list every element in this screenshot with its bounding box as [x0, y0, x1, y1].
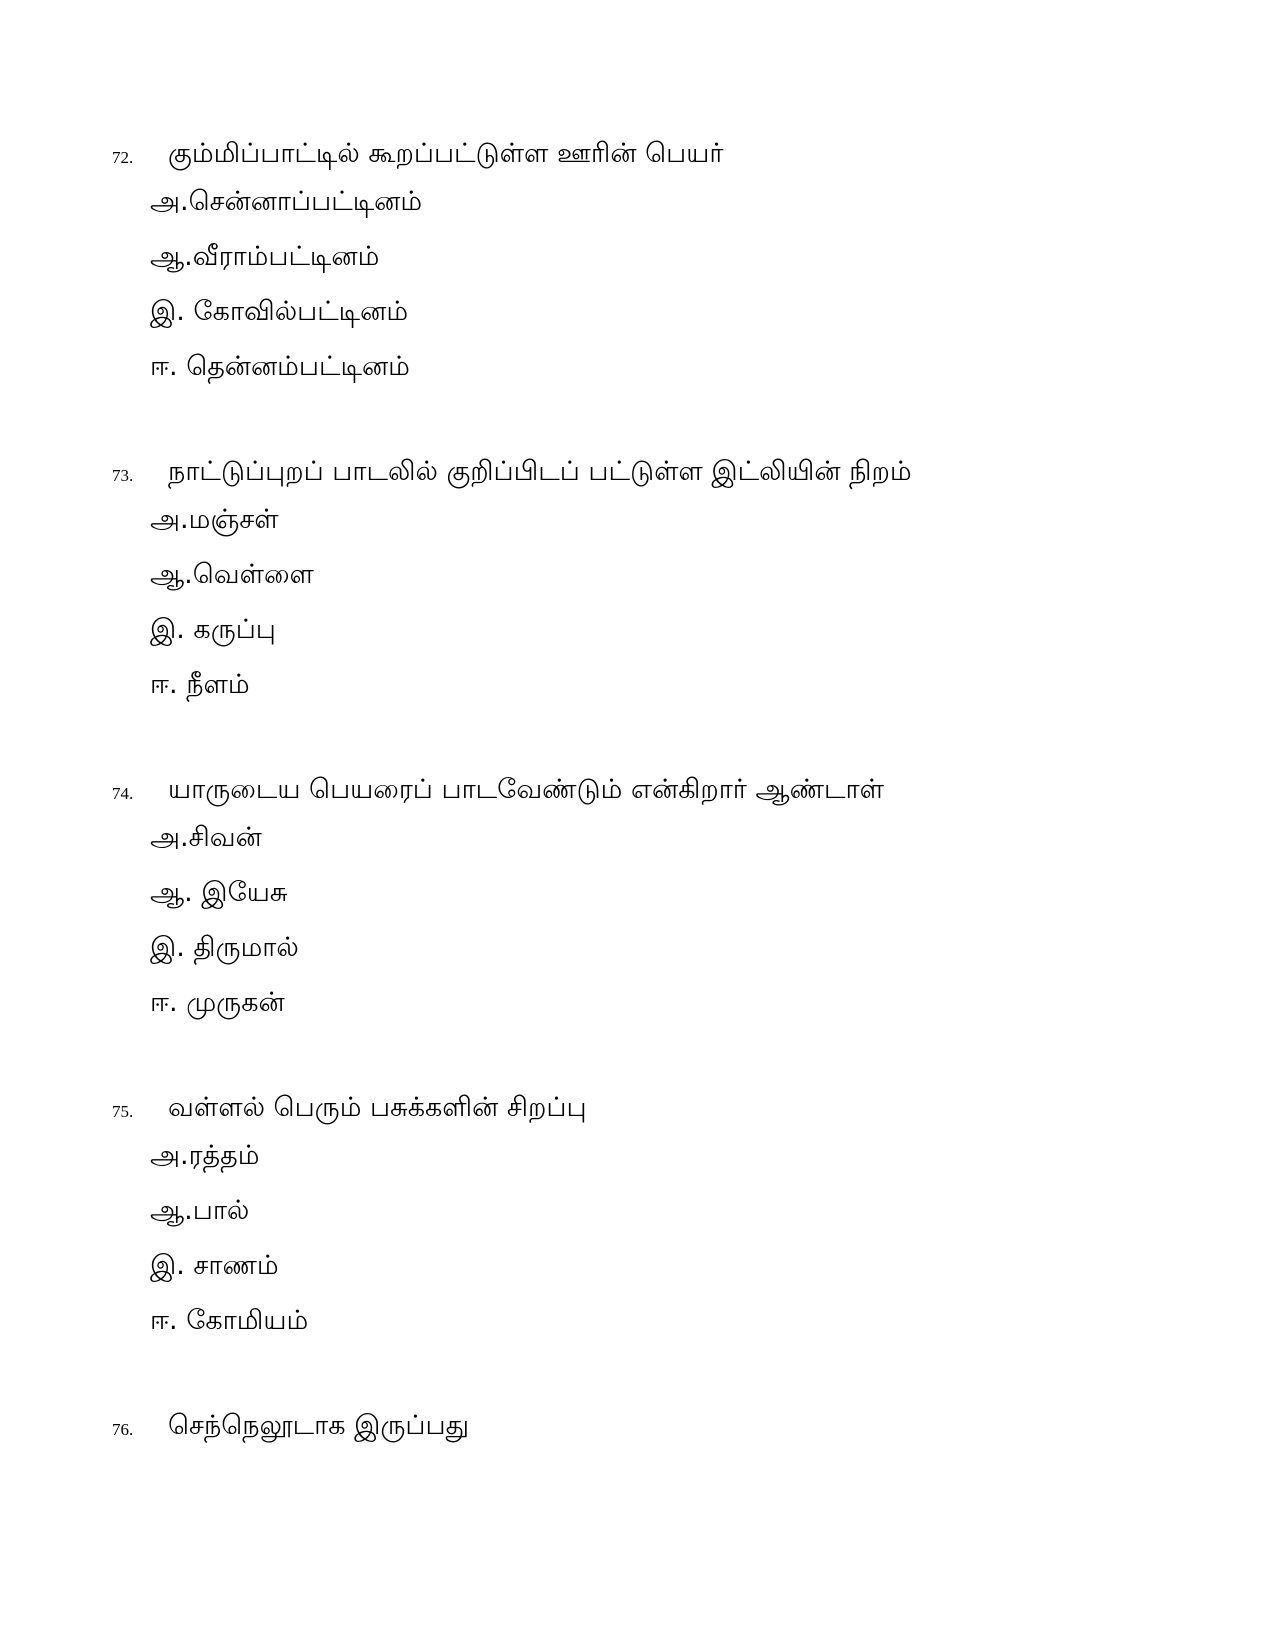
- option-i: இ. சாணம்: [150, 1250, 279, 1281]
- option-a: அ.சென்னாப்பட்டினம்: [150, 186, 423, 217]
- question-75: [0, 1092, 1275, 1336]
- option-ii: ஈ. முருகன்: [150, 987, 285, 1018]
- question-number: 73.: [112, 466, 134, 485]
- question-72: [0, 138, 1275, 382]
- option-i: இ. கோவில்பட்டினம்: [150, 296, 409, 327]
- option-aa: ஆ.வீராம்பட்டினம்: [150, 241, 380, 272]
- question-number: 75.: [112, 1102, 134, 1121]
- option-aa: ஆ.பால்: [150, 1195, 250, 1226]
- question-text: நாட்டுப்புறப் பாடலில் குறிப்பிடப் பட்டுள்ள இட்லியின் நிறம்: [168, 456, 912, 487]
- option-ii: ஈ. தென்னம்பட்டினம்: [150, 351, 410, 382]
- question-number: 74.: [112, 784, 134, 803]
- option-i: இ. திருமால்: [150, 932, 299, 963]
- question-76: [0, 1410, 1275, 1450]
- question-74: [0, 774, 1275, 1018]
- question-text: யாருடைய பெயரைப் பாடவேண்டும் என்கிறார் ஆண்டாள்: [168, 774, 884, 805]
- option-aa: ஆ.வெள்ளை: [150, 559, 314, 590]
- option-a: அ.ரத்தம்: [150, 1140, 260, 1171]
- option-aa: ஆ. இயேசு: [150, 877, 288, 908]
- question-73: [0, 456, 1275, 700]
- option-i: இ. கருப்பு: [150, 614, 276, 645]
- option-a: அ.மஞ்சள்: [150, 504, 279, 535]
- question-number: 76.: [112, 1420, 134, 1439]
- option-ii: ஈ. நீளம்: [150, 669, 250, 700]
- question-text: கும்மிப்பாட்டில் கூறப்பட்டுள்ள ஊரின் பெயர்: [168, 138, 724, 169]
- question-text: வள்ளல் பெரும் பசுக்களின் சிறப்பு: [168, 1092, 587, 1123]
- option-ii: ஈ. கோமியம்: [150, 1305, 309, 1336]
- question-text: செந்நெலூடாக இருப்பது: [168, 1410, 469, 1441]
- question-number: 72.: [112, 148, 134, 167]
- option-a: அ.சிவன்: [150, 822, 262, 853]
